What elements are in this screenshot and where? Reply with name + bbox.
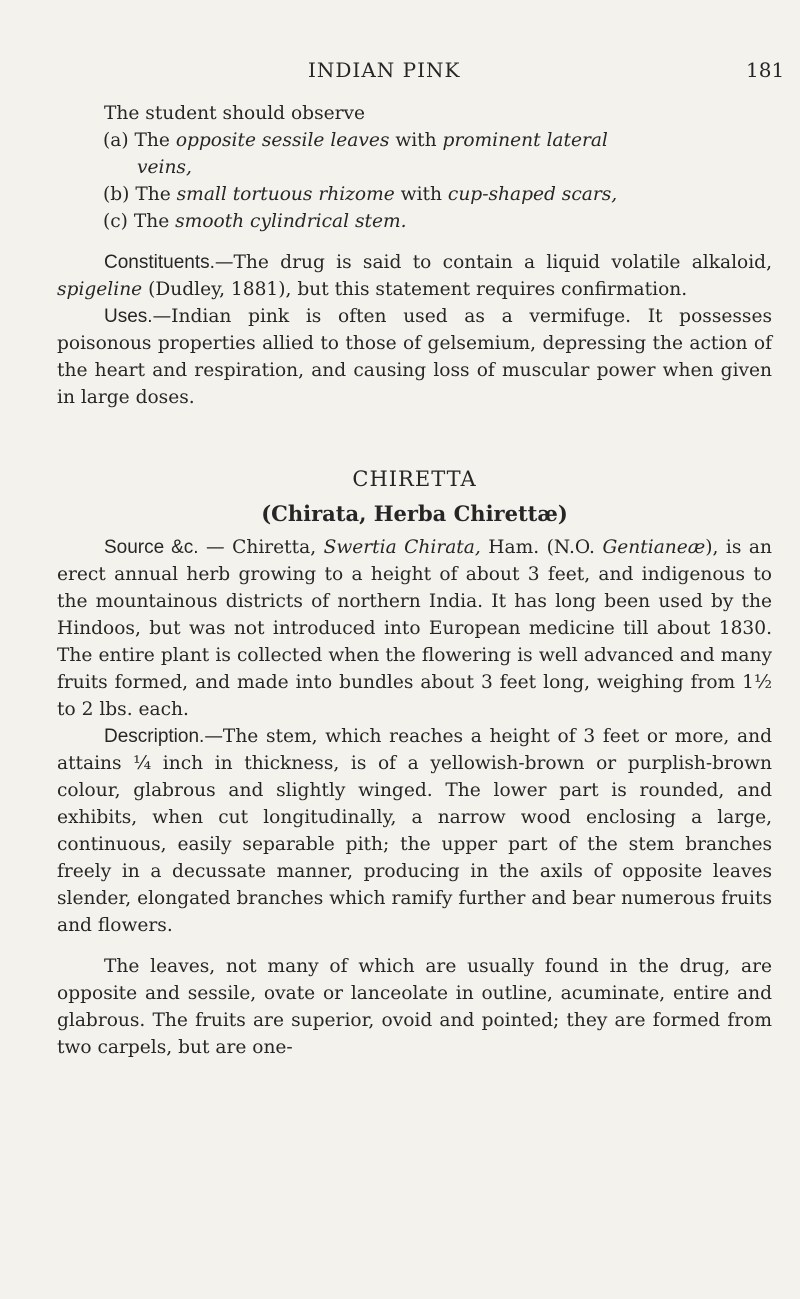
observation-letter: (c) — [103, 211, 128, 232]
leaves-paragraph: The leaves, not many of which are usually found in the drug, are opposite and sessile, ovate or lanceolate in outline, acuminate, entire and glabrous. The fruits are superior, ovoid and pointed; they are formed from two carpels, but are one- — [57, 956, 772, 1058]
page-header — [0, 58, 800, 88]
observe-intro: The student should observe — [104, 103, 366, 124]
constituents-label: Constituents. — [104, 252, 215, 273]
observation-b: (b) The small tortuous rhizome with cup-shaped scars, — [103, 184, 618, 205]
observation-letter: (a) — [103, 130, 129, 151]
uses-paragraph: Uses.—Indian pink is often used as a vermifuge. It possesses poisonous properties allied to those of gelsemium, depressing the action of the heart and respiration, and causing loss of muscular power when given in large doses. — [57, 306, 772, 408]
section-title: CHIRETTA — [352, 467, 477, 491]
uses-label: Uses. — [104, 306, 153, 327]
page-body — [57, 100, 772, 1061]
observation-c: (c) The smooth cylindrical stem. — [103, 211, 407, 232]
section-subtitle: (Chirata, Herba Chirettæ) — [261, 501, 568, 526]
constituents-paragraph: Constituents.—The drug is said to contain a liquid volatile alkaloid, spigeline (Dudley, 1881), but this statement requires confirmation. — [57, 252, 772, 300]
description-label: Description. — [104, 726, 205, 747]
observation-letter: (b) — [103, 184, 130, 205]
source-paragraph: Source &c. — Chiretta, Swertia Chirata, Ham. (N.O. Gentianeæ), is an erect annual herb growing to a height of about 3 feet, and indigenous to the mountainous districts of northern India. It has long been used by the Hindoos, but was not introduced into European medicine till about 1830. The entire plant is collected when the flowering is well advanced and many fruits formed, and made into bundles about 3 feet long, weighing from 1½ to 2 lbs. each. — [57, 537, 772, 720]
running-head: INDIAN PINK — [308, 58, 461, 82]
observation-a: (a) The opposite sessile leaves with prominent lateral veins, — [103, 130, 608, 178]
source-label: Source &c. — [104, 537, 199, 558]
description-paragraph: Description.—The stem, which reaches a height of 3 feet or more, and attains ¼ inch in thickness, is of a yellowish-brown or purplish-brown colour, glabrous and slightly winged. The lower part is rounded, and exhibits, when cut longitudinally, a narrow wood enclosing a large, continuous, easily separable pith; the upper part of the stem branches freely in a decussate manner, producing in the axils of opposite leaves slender, elongated branches which ramify further and bear numerous fruits and flowers. — [57, 726, 772, 936]
page-number: 181 — [746, 58, 785, 82]
